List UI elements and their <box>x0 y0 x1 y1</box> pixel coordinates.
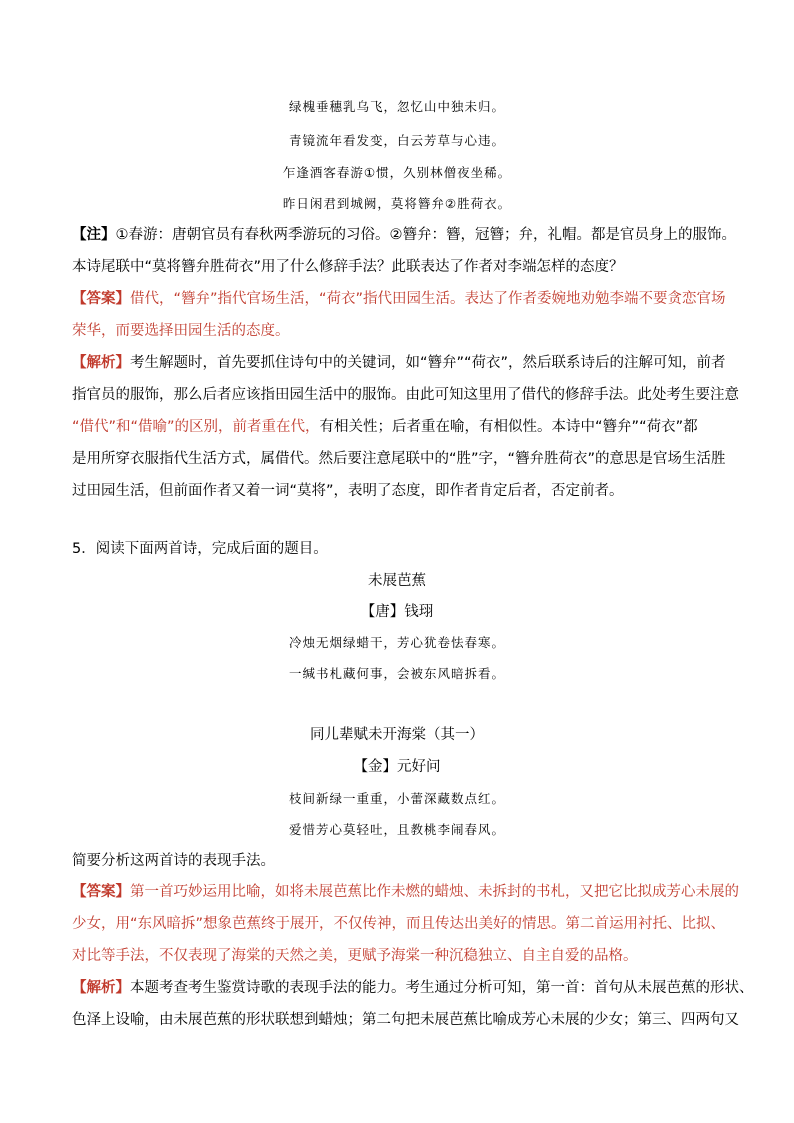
poem-line: 一缄书札藏何事，会被东风暗拆看。 <box>288 666 505 681</box>
question-text: 本诗尾联中“莫将簪弁胜荷衣”用了什么修辞手法？此联表达了作者对李端怎样的态度？ <box>72 259 624 275</box>
analysis-line <box>72 416 698 438</box>
analysis-line <box>72 977 754 999</box>
analysis-line: 色泽上设喻，由未展芭蕉的形状联想到蜡烛；第二句把未展芭蕉比喻成芳心未展的少女；第三、四两句又 <box>72 1012 739 1028</box>
analysis-tag: 【解析】 <box>72 980 130 996</box>
answer-text: 第一首巧妙运用比喻，如将未展芭蕉比作未燃的蜡烛、未拆封的书札，又把它比拟成芳心未展的 <box>130 884 739 900</box>
note <box>72 224 736 246</box>
poem-line: 昨日闲君到城阙，莫将簪弁②胜荷衣。 <box>282 196 512 211</box>
answer-tag: 【答案】 <box>72 884 130 900</box>
poem-author: 【金】元好问 <box>353 759 441 775</box>
poem-title: 同儿辈赋未开海棠（其一） <box>310 727 484 743</box>
answer-line <box>72 881 739 903</box>
answer-tag: 【答案】 <box>72 291 130 307</box>
analysis-line: 指官员的服饰，那么后者应该指田园生活中的服饰。由此可知这里用了借代的修辞手法。此处考生要注意 <box>72 387 739 403</box>
analysis-text: 本题考查考生鉴赏诗歌的表现手法的能力。考生通过分析可知，第一首：首句从未展芭蕉的形状、 <box>130 980 754 996</box>
answer-line: 少女，用“东风暗拆”想象芭蕉终于展开，不仅传神，而且传达出美好的情思。第二首运用衬托、比拟、 <box>72 916 726 932</box>
poem-line: 乍逢酒客春游①惯，久别林僧夜坐稀。 <box>282 165 512 180</box>
answer-line: 荣华，而要选择田园生活的态度。 <box>72 323 290 339</box>
note-tag: 【注】 <box>72 227 116 243</box>
analysis-line: 过田园生活，但前面作者又着一词“莫将”，表明了态度，即作者肯定后者，否定前者。 <box>72 483 624 499</box>
note-text: ①春游：唐朝官员有春秋两季游玩的习俗。②簪弁：簪，冠簪；弁，礼帽。都是官员身上的服饰。 <box>115 227 736 243</box>
analysis-tag: 【解析】 <box>72 355 130 371</box>
poem-line: 冷烛无烟绿蜡干，芳心犹卷怯春寒。 <box>288 635 505 650</box>
poem-author: 【唐】钱珝 <box>360 604 434 620</box>
poem-line: 绿槐垂穗乳乌飞，忽忆山中独未归。 <box>288 99 505 114</box>
poem-line: 青镜流年看发变，白云芳草与心违。 <box>288 133 505 148</box>
analysis-text: 考生解题时，首先要抓住诗句中的关键词，如“簪弁”“荷衣”，然后联系诗后的注解可知，前者 <box>130 355 726 371</box>
poem-line: 爱惜芳心莫轻吐，且教桃李闹春风。 <box>288 822 505 837</box>
answer-line: 对比等手法，不仅表现了海棠的天然之美，更赋予海棠一种沉稳独立、自主自爱的品格。 <box>72 948 638 964</box>
analysis-line: 是用所穿衣服指代生活方式，属借代。然后要注意尾联中的“胜”字，“簪弁胜荷衣”的意思是官场生活胜 <box>72 451 726 467</box>
question-stem: 5．阅读下面两首诗，完成后面的题目。 <box>72 541 328 557</box>
poem-title: 未展芭蕉 <box>368 573 426 589</box>
answer-text: 借代，“簪弁”指代官场生活，“荷衣”指代田园生活。表达了作者委婉地劝勉李端不要贪恋官场 <box>130 291 726 307</box>
poem-line: 枝间新绿一重重，小蕾深藏数点红。 <box>288 791 505 806</box>
analysis-text: 有相关性；后者重在喻，有相似性。本诗中“簪弁”“荷衣”都 <box>319 419 698 435</box>
analysis-highlight: “借代”和“借喻”的区别，前者重在代， <box>72 419 320 435</box>
analysis-line <box>72 352 726 374</box>
answer-line <box>72 288 726 310</box>
question-text: 简要分析这两首诗的表现手法。 <box>72 853 275 869</box>
